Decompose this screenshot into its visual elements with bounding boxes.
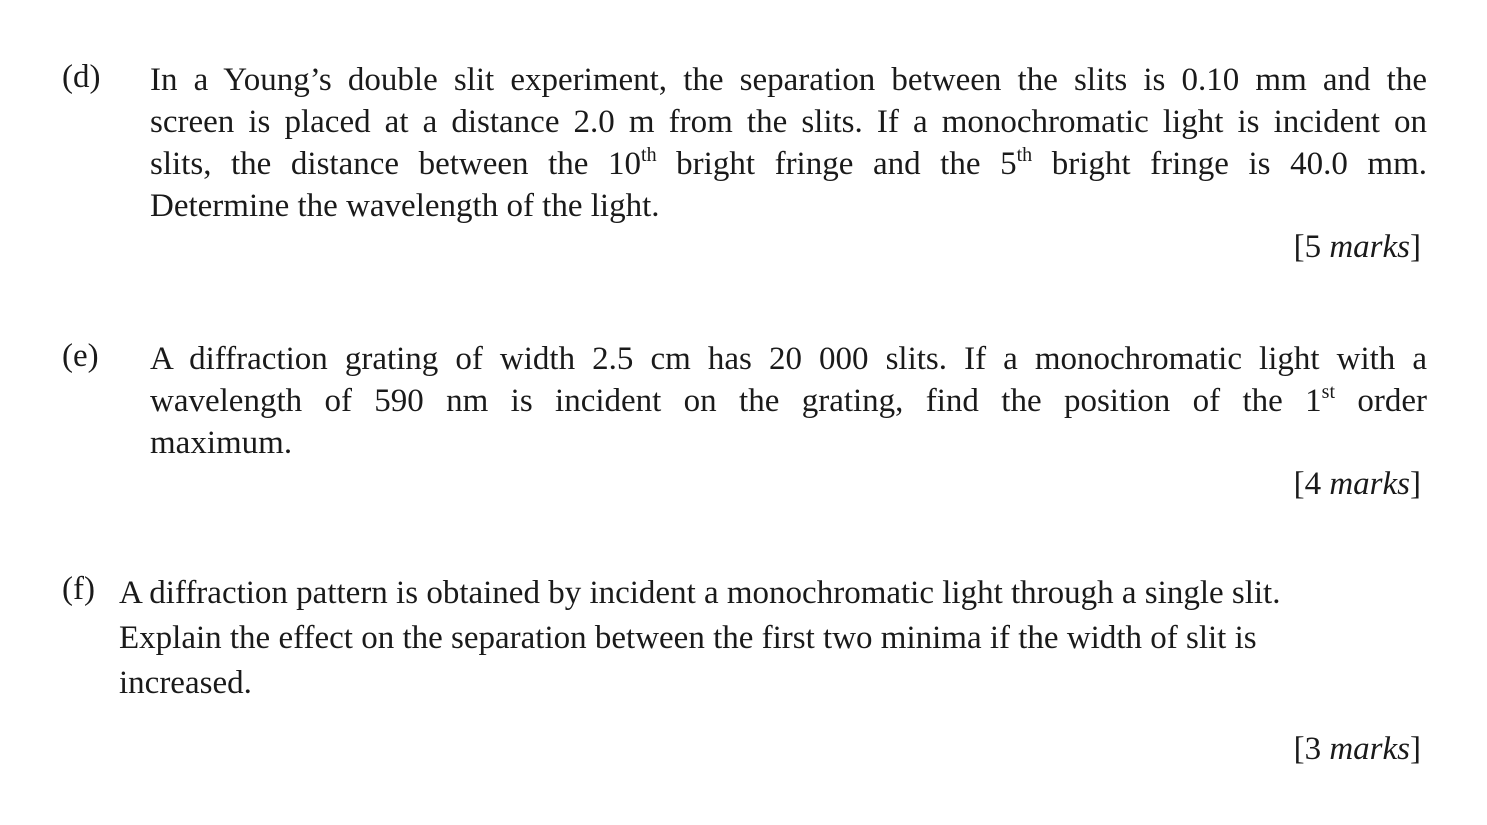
question-line: A diffraction grating of width 2.5 cm has 20 000 slits. If a monochromatic light with a: [150, 341, 1427, 377]
text-fragment: bright fringe and the 5: [656, 146, 1017, 182]
question-label: (e): [62, 338, 99, 374]
marks-bracket: [4: [1293, 466, 1330, 502]
ordinal-suffix: th: [641, 144, 657, 166]
question-line: [150, 143, 1427, 185]
marks-word: marks: [1329, 229, 1410, 265]
text-fragment: wavelength of 590 nm is incident on the grating, find the position of the 1: [150, 383, 1322, 419]
text-fragment: slits, the distance between the 10: [150, 146, 642, 182]
question-text: [119, 571, 1402, 706]
marks-bracket: ]: [1410, 229, 1421, 265]
marks-label: [1294, 463, 1421, 505]
question-line: increased.: [119, 665, 252, 701]
marks-bracket: ]: [1410, 731, 1421, 767]
ordinal-suffix: st: [1321, 381, 1335, 403]
question-line: A diffraction pattern is obtained by incident a monochromatic light through a single slit.: [119, 575, 1281, 611]
marks-bracket: [3: [1293, 731, 1330, 767]
text-fragment: bright fringe is 40.0 mm.: [1032, 146, 1427, 182]
ordinal-suffix: th: [1016, 144, 1033, 166]
question-text: [150, 59, 1427, 227]
marks-word: marks: [1329, 466, 1410, 502]
question-text: [150, 338, 1427, 464]
question-line: In a Young’s double slit experiment, the separation between the slits is 0.10 mm and the: [150, 62, 1427, 98]
text-fragment: order: [1335, 383, 1427, 419]
question-line: Determine the wavelength of the light.: [150, 188, 660, 224]
question-label: (f): [62, 571, 95, 607]
marks-label: [1294, 728, 1421, 770]
question-line: [150, 380, 1427, 422]
question-line: maximum.: [150, 425, 293, 461]
question-line: Explain the effect on the separation between the first two minima if the width of slit is: [119, 620, 1257, 656]
question-line: screen is placed at a distance 2.0 m from the slits. If a monochromatic light is incident on: [150, 104, 1427, 140]
question-label: (d): [62, 59, 101, 95]
marks-label: [1294, 226, 1421, 268]
marks-bracket: [5: [1293, 229, 1330, 265]
marks-word: marks: [1329, 731, 1410, 767]
marks-bracket: ]: [1410, 466, 1421, 502]
